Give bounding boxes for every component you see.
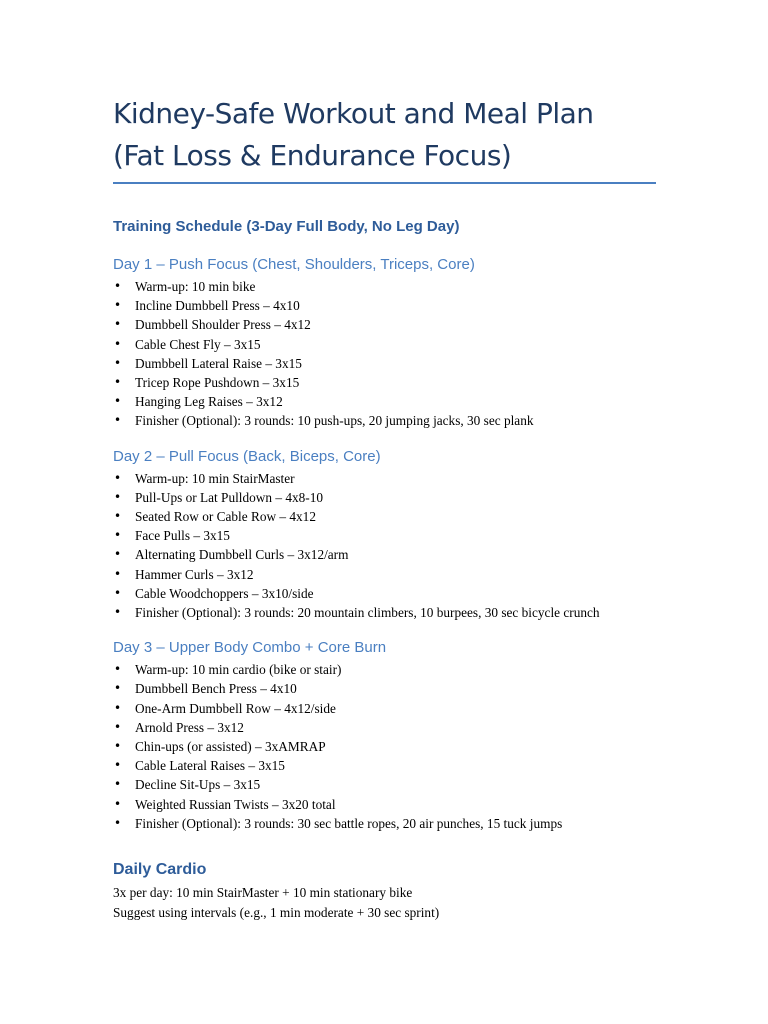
cardio-line-1: 3x per day: 10 min StairMaster + 10 min stationary bike <box>113 885 413 901</box>
list-item <box>113 526 658 545</box>
list-item <box>113 411 658 430</box>
item-text: Dumbbell Bench Press – 4x10 <box>135 681 297 697</box>
day-1-section <box>113 255 658 431</box>
bullet-icon: • <box>114 719 122 734</box>
list-item <box>113 335 658 354</box>
item-text: Hanging Leg Raises – 3x12 <box>135 394 283 410</box>
list-item <box>113 545 658 564</box>
bullet-icon: • <box>114 470 122 485</box>
bullet-icon: • <box>114 413 122 428</box>
document-page <box>113 93 658 922</box>
item-text: Warm-up: 10 min StairMaster <box>135 470 295 486</box>
training-schedule-heading: Training Schedule (3-Day Full Body, No Leg Day) <box>113 218 460 235</box>
list-item <box>113 584 658 603</box>
bullet-icon: • <box>114 662 122 677</box>
day-1-heading: Day 1 – Push Focus (Chest, Shoulders, Triceps, Core) <box>113 256 475 273</box>
bullet-icon: • <box>114 528 122 543</box>
list-item <box>113 373 658 392</box>
bullet-icon: • <box>114 605 122 620</box>
item-text: Pull-Ups or Lat Pulldown – 4x8-10 <box>135 489 324 505</box>
item-text: Warm-up: 10 min bike <box>135 279 256 294</box>
title-line-1: Kidney-Safe Workout and Meal Plan <box>113 97 594 130</box>
day-1-list <box>113 277 658 431</box>
bullet-icon: • <box>114 394 122 409</box>
item-text: Arnold Press – 3x12 <box>135 719 244 735</box>
cardio-line-2: Suggest using intervals (e.g., 1 min moderate + 30 sec sprint) <box>113 904 440 920</box>
title-underline <box>113 182 656 184</box>
document-title <box>113 93 658 177</box>
item-text: Weighted Russian Twists – 3x20 total <box>135 796 336 812</box>
bullet-icon: • <box>114 336 122 351</box>
bullet-icon: • <box>114 585 122 600</box>
title-line-2: (Fat Loss & Endurance Focus) <box>113 139 512 172</box>
item-text: Dumbbell Shoulder Press – 4x12 <box>135 317 311 333</box>
bullet-icon: • <box>114 777 122 792</box>
bullet-icon: • <box>114 758 122 773</box>
bullet-icon: • <box>114 700 122 715</box>
day-3-list <box>113 660 658 833</box>
bullet-icon: • <box>114 547 122 562</box>
item-text: Decline Sit-Ups – 3x15 <box>135 777 261 793</box>
bullet-icon: • <box>114 509 122 524</box>
list-item <box>113 814 658 833</box>
list-item <box>113 469 658 488</box>
list-item <box>113 699 658 718</box>
bullet-icon: • <box>114 566 122 581</box>
item-text: Seated Row or Cable Row – 4x12 <box>135 509 316 525</box>
list-item <box>113 315 658 334</box>
list-item <box>113 775 658 794</box>
list-item <box>113 737 658 756</box>
item-text: Finisher (Optional): 3 rounds: 10 push-ups, 20 jumping jacks, 30 sec plank <box>135 413 534 429</box>
item-text: Finisher (Optional): 3 rounds: 30 sec battle ropes, 20 air punches, 15 tuck jumps <box>135 815 563 831</box>
item-text: One-Arm Dumbbell Row – 4x12/side <box>135 700 336 716</box>
item-text: Incline Dumbbell Press – 4x10 <box>135 298 300 314</box>
item-text: Dumbbell Lateral Raise – 3x15 <box>135 355 302 371</box>
cardio-text <box>113 883 658 922</box>
bullet-icon: • <box>114 298 122 313</box>
item-text: Cable Woodchoppers – 3x10/side <box>135 585 314 601</box>
list-item <box>113 795 658 814</box>
day-2-section <box>113 447 658 623</box>
item-text: Hammer Curls – 3x12 <box>135 566 254 582</box>
day-2-heading: Day 2 – Pull Focus (Back, Biceps, Core) <box>113 447 381 465</box>
bullet-icon: • <box>114 279 122 293</box>
day-3-section <box>113 638 658 833</box>
day-3-heading: Day 3 – Upper Body Combo + Core Burn <box>113 639 387 657</box>
list-item <box>113 718 658 737</box>
bullet-icon: • <box>114 739 122 754</box>
list-item <box>113 565 658 584</box>
item-text: Cable Lateral Raises – 3x15 <box>135 758 285 774</box>
bullet-icon: • <box>114 796 122 811</box>
list-item <box>113 603 658 622</box>
bullet-icon: • <box>114 375 122 390</box>
day-2-list <box>113 469 658 623</box>
list-item <box>113 354 658 373</box>
bullet-icon: • <box>114 815 122 830</box>
list-item <box>113 277 658 296</box>
item-text: Finisher (Optional): 3 rounds: 20 mountain climbers, 10 burpees, 30 sec bicycle crunch <box>135 605 600 621</box>
bullet-icon: • <box>114 489 122 504</box>
list-item <box>113 679 658 698</box>
list-item <box>113 507 658 526</box>
list-item <box>113 660 658 679</box>
list-item <box>113 756 658 775</box>
item-text: Cable Chest Fly – 3x15 <box>135 336 261 352</box>
bullet-icon: • <box>114 317 122 332</box>
item-text: Alternating Dumbbell Curls – 3x12/arm <box>135 547 349 563</box>
list-item <box>113 488 658 507</box>
item-text: Warm-up: 10 min cardio (bike or stair) <box>135 662 342 678</box>
bullet-icon: • <box>114 355 122 370</box>
daily-cardio-heading: Daily Cardio <box>113 861 207 879</box>
list-item <box>113 392 658 411</box>
daily-cardio-section <box>113 859 658 922</box>
item-text: Face Pulls – 3x15 <box>135 528 230 544</box>
list-item <box>113 296 658 315</box>
bullet-icon: • <box>114 681 122 696</box>
item-text: Tricep Rope Pushdown – 3x15 <box>135 375 300 391</box>
item-text: Chin-ups (or assisted) – 3xAMRAP <box>135 739 326 755</box>
